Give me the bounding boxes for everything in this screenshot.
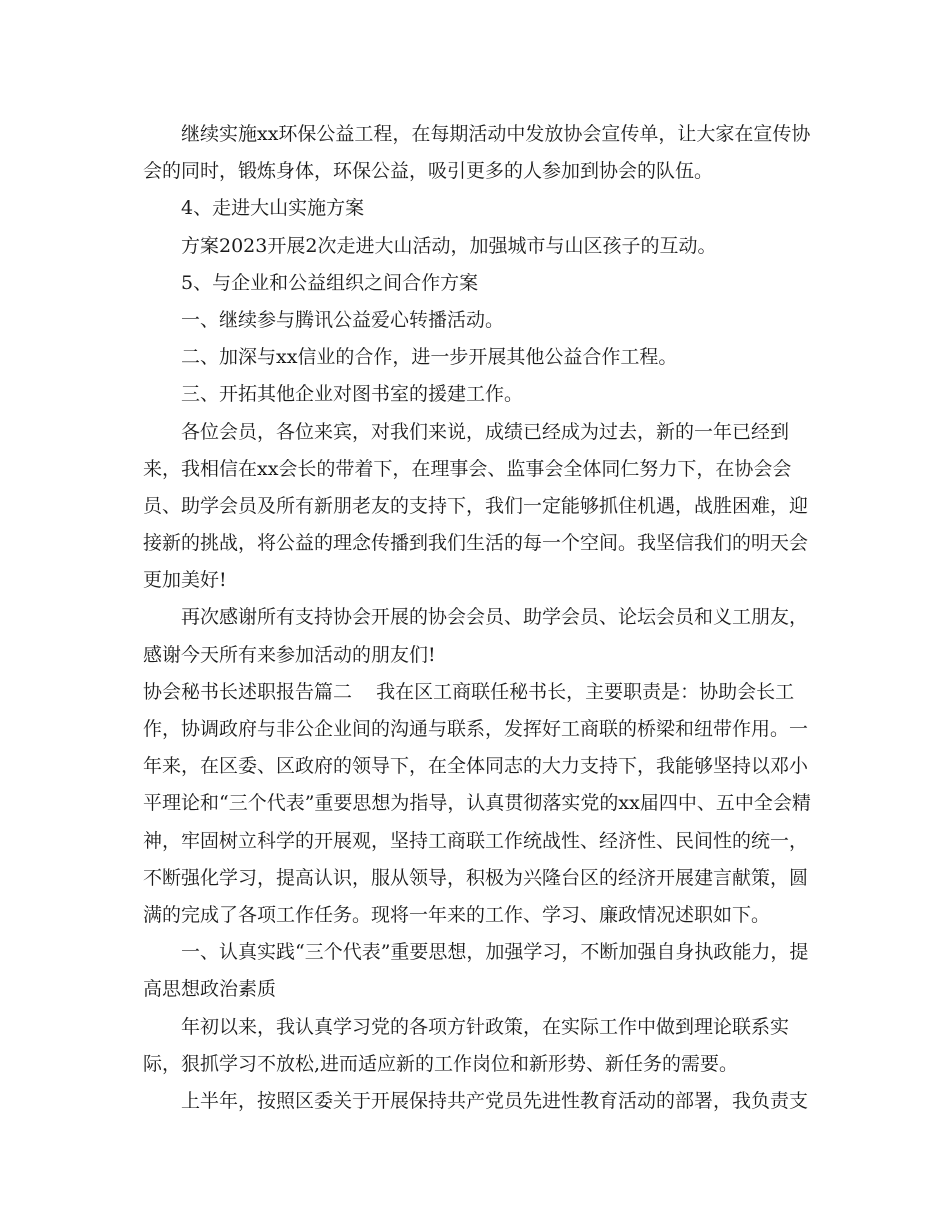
section-heading: 4、走进大山实施方案 [181, 197, 365, 220]
section-heading: 一、认真实践“三个代表”重要思想，加强学习，不断加强自身执政能力，提 [181, 941, 809, 964]
paragraph-line: 继续实施xx环保公益工程，在每期活动中发放协会宣传单，让大家在宣传协 [181, 123, 811, 145]
paragraph-line: 年初以来，我认真学习党的各项方针政策，在实际工作中做到理论联系实 [181, 1015, 790, 1038]
report-title-line: 协会秘书长述职报告篇二 我在区工商联任秘书长，主要职责是：协助会长工 [143, 680, 795, 703]
list-item: 二、加深与xx信业的合作，进一步开展其他公益合作工程。 [181, 346, 678, 369]
paragraph-line: 来，我相信在xx会长的带着下，在理事会、监事会全体同仁努力下，在协会会 [143, 457, 792, 480]
paragraph-line: 平理论和“三个代表”重要思想为指导，认真贯彻落实党的xx届四中、五中全会精 [143, 792, 811, 815]
paragraph-line: 各位会员，各位来宾，对我们来说，成绩已经成为过去，新的一年已经到 [181, 420, 790, 443]
paragraph-line: 再次感谢所有支持协会开展的协会会员、助学会员、论坛会员和义工朋友， [181, 606, 809, 629]
paragraph-line: 感谢今天所有来参加活动的朋友们! [143, 643, 436, 666]
paragraph-line: 员、助学会员及所有新朋老友的支持下，我们一定能够抓住机遇，战胜困难，迎 [143, 494, 809, 517]
paragraph-line: 际，狠抓学习不放松,进而适应新的工作岗位和新形势、新任务的需要。 [143, 1052, 739, 1075]
paragraph-line: 会的同时，锻炼身体，环保公益，吸引更多的人参加到协会的队伍。 [143, 160, 714, 183]
list-item: 一、继续参与腾讯公益爱心转播活动。 [181, 308, 505, 331]
paragraph-line: 年来，在区委、区政府的领导下，在全体同志的大力支持下，我能够坚持以邓小 [143, 755, 809, 778]
section-heading: 5、与企业和公益组织之间合作方案 [181, 271, 479, 294]
section-heading: 高思想政治素质 [143, 978, 277, 1001]
paragraph-line: 方案2023开展2次走进大山活动，加强城市与山区孩子的互动。 [181, 234, 717, 257]
list-item: 三、开拓其他企业对图书室的援建工作。 [181, 383, 524, 406]
document-body [143, 116, 811, 1120]
paragraph-line: 不断强化学习，提高认识，服从领导，积极为兴隆台区的经济开展建言献策，圆 [143, 866, 809, 889]
paragraph-line: 上半年，按照区委关于开展保持共产党员先进性教育活动的部署，我负责支 [181, 1089, 809, 1112]
paragraph-line: 作，协调政府与非公企业间的沟通与联系，发挥好工商联的桥梁和纽带作用。一 [143, 718, 809, 740]
paragraph-line: 满的完成了各项工作任务。现将一年来的工作、学习、廉政情况述职如下。 [143, 903, 771, 926]
paragraph-line: 更加美好! [143, 569, 227, 592]
paragraph-line: 接新的挑战，将公益的理念传播到我们生活的每一个空间。我坚信我们的明天会 [143, 532, 809, 555]
paragraph-line: 神，牢固树立科学的开展观，坚持工商联工作统战性、经济性、民间性的统一， [143, 829, 809, 852]
